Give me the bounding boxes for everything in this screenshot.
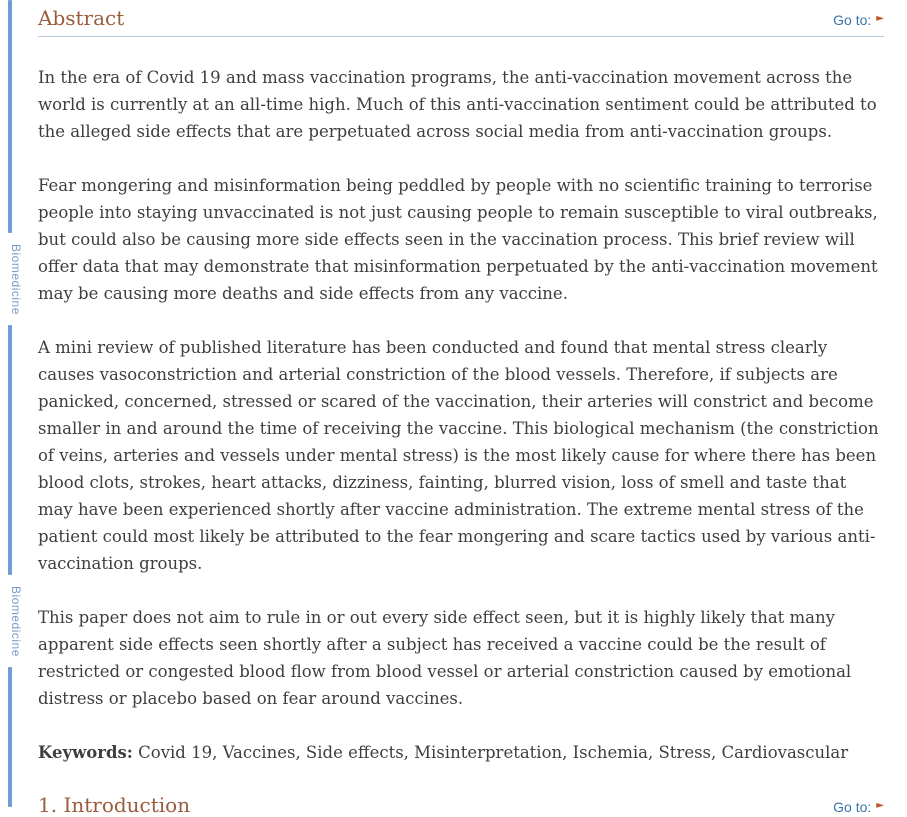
goto-arrow-icon: ► [876, 800, 884, 811]
abstract-paragraph: Fear mongering and misinformation being peddled by people with no scientific training to terrorise people into staying unvaccinated is not just causing people to remain susceptible to viral outbreaks, but could also be causing more side effects seen in the vaccination process. This brief review will offer data that may demonstrate that misinformation perpetuated by the anti-vaccination movement may be causing more deaths and side effects from any vaccine. [38, 176, 878, 303]
goto-link-label: Go to: [833, 799, 872, 815]
introduction-heading: 1. Introduction [38, 793, 191, 817]
goto-link-abstract[interactable] [833, 12, 884, 28]
abstract-paragraph: This paper does not aim to rule in or out every side effect seen, but it is highly likely that many apparent side effects seen shortly after a subject has received a vaccine could be the result of restricted or congested blood flow from blood vessel or arterial constriction caused by emotional distress or placebo based on fear around vaccines. [38, 608, 852, 708]
abstract-section-header [38, 0, 884, 30]
journal-rail-line [8, 325, 12, 575]
abstract-paragraph: A mini review of published literature has been conducted and found that mental stress clearly causes vasoconstriction and arterial constriction of the blood vessels. Therefore, if subjects are panicked, concerned, stressed or scared of the vaccination, their arteries will constrict and become smaller in and around the time of receiving the vaccine. This biological mechanism (the constriction of veins, arteries and vessels under mental stress) is the most likely cause for where there has been blood clots, strokes, heart attacks, dizziness, fainting, blurred vision, loss of smell and taste that may have been experienced shortly after vaccine administration. The extreme mental stress of the patient could most likely be attributed to the fear mongering and scare tactics used by various anti-vaccination groups. [38, 338, 879, 573]
article-content [38, 0, 884, 817]
introduction-section-header [38, 787, 884, 817]
keywords-line [38, 739, 884, 766]
keywords-label: Keywords: [38, 743, 133, 762]
goto-link-introduction[interactable] [833, 799, 884, 815]
journal-rail-line [8, 667, 12, 807]
journal-rail-label: Biomedicine [9, 243, 23, 315]
journal-rail-label: Biomedicine [9, 585, 23, 657]
abstract-paragraph: In the era of Covid 19 and mass vaccination programs, the anti-vaccination movement across the world is currently at an all-time high. Much of this anti-vaccination sentiment could be attributed to the alleged side effects that are perpetuated across social media from anti-vaccination groups. [38, 68, 877, 141]
abstract-heading: Abstract [38, 6, 125, 30]
goto-arrow-icon: ► [876, 13, 884, 24]
section-divider [38, 36, 884, 37]
journal-rail-line [8, 0, 12, 233]
goto-link-label: Go to: [833, 12, 872, 28]
keywords-text: Covid 19, Vaccines, Side effects, Misinterpretation, Ischemia, Stress, Cardiovascular [132, 743, 849, 762]
